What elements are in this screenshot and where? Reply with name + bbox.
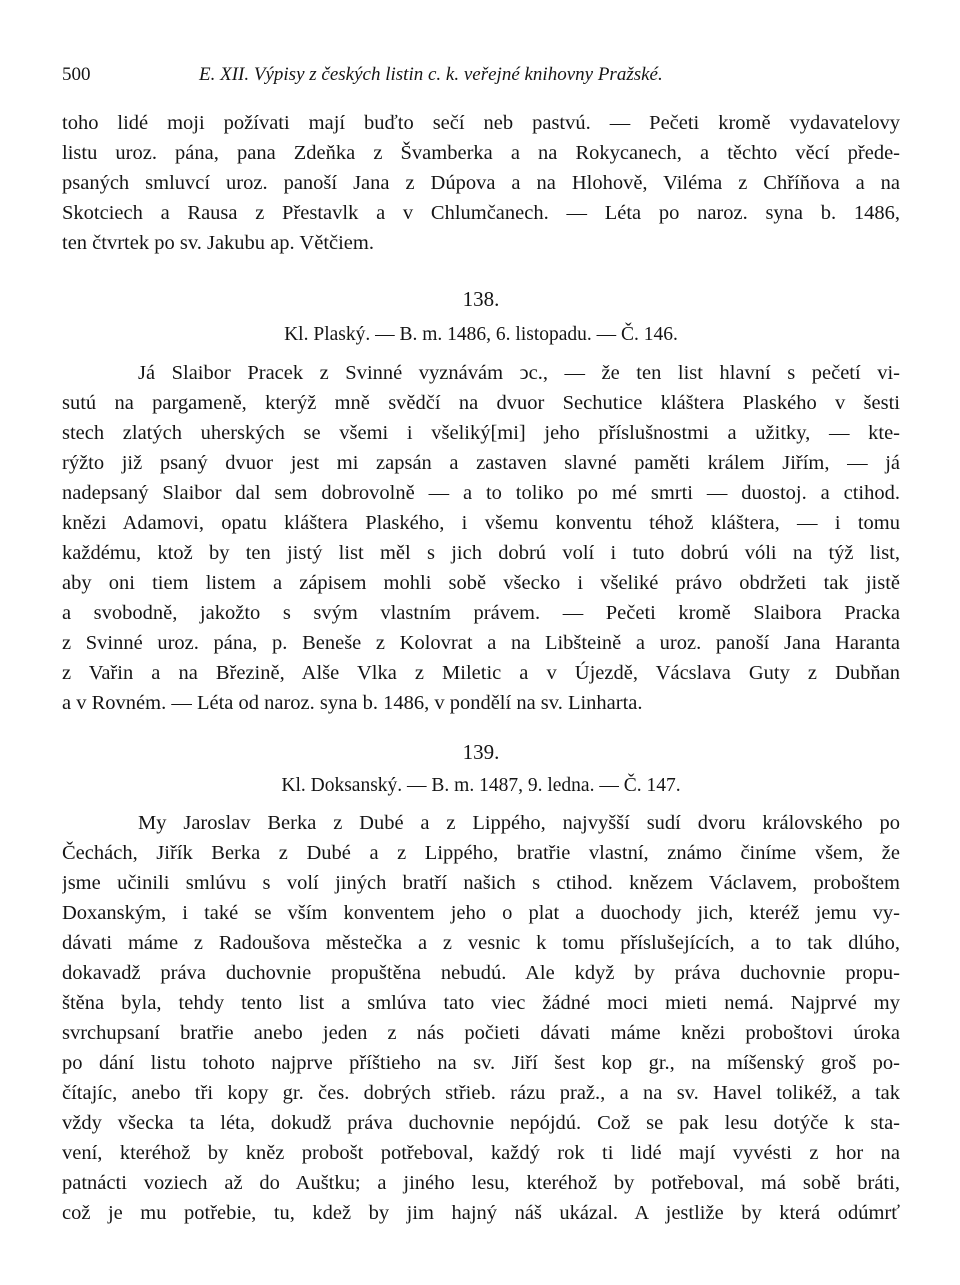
text-line: štěna byla, tehdy tento list a smlúva tato viec žádné moci mieti nemá. Najprvé my bbox=[62, 992, 900, 1014]
text-line: jsme učinili smlúvu s volí jiných bratří našich s ctihod. knězem Václavem, proboštem bbox=[62, 872, 900, 894]
running-title: E. XII. Výpisy z českých listin c. k. veřejné knihovny Pražské. bbox=[199, 64, 663, 85]
text-line: dávati máme z Radoušova městečka a z vesnic k tomu příslušejících, a to tak dlúho, bbox=[62, 932, 900, 954]
text-line: z Svinné uroz. pána, p. Beneše z Kolovrat a na Libšteině a uroz. panoší Jana Haranta bbox=[62, 632, 900, 654]
paragraph-continuation bbox=[62, 108, 900, 258]
text-line: každému, ktož by ten jistý list měl s jich dobrú volí i tuto dobrú vóli na týž list, bbox=[62, 542, 900, 564]
document-source: Kl. Doksanský. — B. m. 1487, 9. ledna. — Č. 147. bbox=[281, 775, 681, 796]
document-number: 138. bbox=[462, 287, 500, 311]
document-body bbox=[62, 358, 900, 718]
text-line: Čechách, Jiřík Berka z Dubé a z Lippého, bratřie vlastní, známo činíme všem, že bbox=[62, 842, 900, 864]
text-line: po dání listu tohoto najprve příštieho na sv. Jiří šest kop gr., na míšenský groš po- bbox=[62, 1052, 900, 1074]
text-line: knězi Adamovi, opatu kláštera Plaského, i všemu konventu téhož kláštera, — i tomu bbox=[62, 512, 900, 534]
document-number: 139. bbox=[462, 740, 500, 764]
text-line: dokavadž práva duchovnie propuštěna nebudú. Ale když by práva duchovnie propu- bbox=[62, 962, 900, 984]
text-line: z Vařin a na Březině, Alše Vlka z Miletic a v Újezdě, Vácslava Guty z Dubňan bbox=[62, 662, 900, 684]
text-line: toho lidé moji požívati mají buďto sečí neb pastvú. — Pečeti kromě vydavatelovy bbox=[62, 112, 900, 134]
text-line: psaných smluvcí uroz. panoší Jana z Dúpova a na Hlohově, Viléma z Chříňova a na bbox=[62, 172, 900, 194]
text-line: Skotciech a Rausa z Přestavlk a v Chlumčanech. — Léta po naroz. syna b. 1486, bbox=[62, 202, 900, 224]
text-line: nadepsaný Slaibor dal sem dobrovolně — a to toliko po mé smrti — duostoj. a ctihod. bbox=[62, 482, 900, 504]
text-line: My Jaroslav Berka z Dubé a z Lippého, najvyšší sudí dvoru královského po bbox=[138, 812, 900, 834]
text-line: listu uroz. pána, pana Zdeňka z Švamberka a na Rokycanech, a těchto věcí přede- bbox=[62, 142, 900, 164]
text-line: a v Rovném. — Léta od naroz. syna b. 1486, v pondělí na sv. Linharta. bbox=[62, 692, 643, 714]
document-body bbox=[62, 808, 900, 1228]
page-number: 500 bbox=[62, 64, 91, 85]
text-line: patnácti voziech až do Auštku; a jiného lesu, kteréhož by potřeboval, má sobě bráti, bbox=[62, 1172, 900, 1194]
text-line: Já Slaibor Pracek z Svinné vyznávám ↄc., — že ten list hlavní s pečetí vi- bbox=[138, 362, 900, 384]
text-line: vždy všecka ta léta, dokudž práva duchovnie nepójdú. Což se pak lesu dotýče k sta- bbox=[62, 1112, 900, 1134]
text-line: vení, kteréhož by kněz probošt potřeboval, každý rok ti lidé mají vyvésti z hor na bbox=[62, 1142, 900, 1164]
document-source: Kl. Plaský. — B. m. 1486, 6. listopadu. — Č. 146. bbox=[284, 324, 678, 345]
text-line: což je mu potřebie, tu, kdež by jim hajný náš ukázal. A jestliže by která odúmrť bbox=[62, 1202, 900, 1224]
text-line: aby oni tiem listem a zápisem mohli sobě všecko i všeliké právo obdržeti tak jistě bbox=[62, 572, 900, 594]
text-line: čítajíc, anebo tři kopy gr. čes. dobrých střieb. rázu praž., a na sv. Havel tolikéž, a tak bbox=[62, 1082, 900, 1104]
text-line: stech zlatých uherských se všemi i všeliký[mi] jeho příslušnostmi a užitky, — kte- bbox=[62, 422, 900, 444]
text-line: a svobodně, jakožto s svým vlastním právem. — Pečeti kromě Slaibora Pracka bbox=[62, 602, 900, 624]
text-line: rýžto již psaný dvuor jest mi zapsán a zastaven slavné paměti králem Jiřím, — já bbox=[62, 452, 900, 474]
text-line: ten čtvrtek po sv. Jakubu ap. Větčiem. bbox=[62, 232, 374, 254]
text-line: sutú na pargameně, kterýž mně svědčí na dvuor Sechutice kláštera Plaského v šesti bbox=[62, 392, 900, 414]
text-line: svrchupsaní bratřie anebo jeden z nás počieti dávati máme knězi proboštovi úroka bbox=[62, 1022, 900, 1044]
text-line: Doxanským, i také se vším konventem jeho o plat a duochody jich, kteréž jemu vy- bbox=[62, 902, 900, 924]
